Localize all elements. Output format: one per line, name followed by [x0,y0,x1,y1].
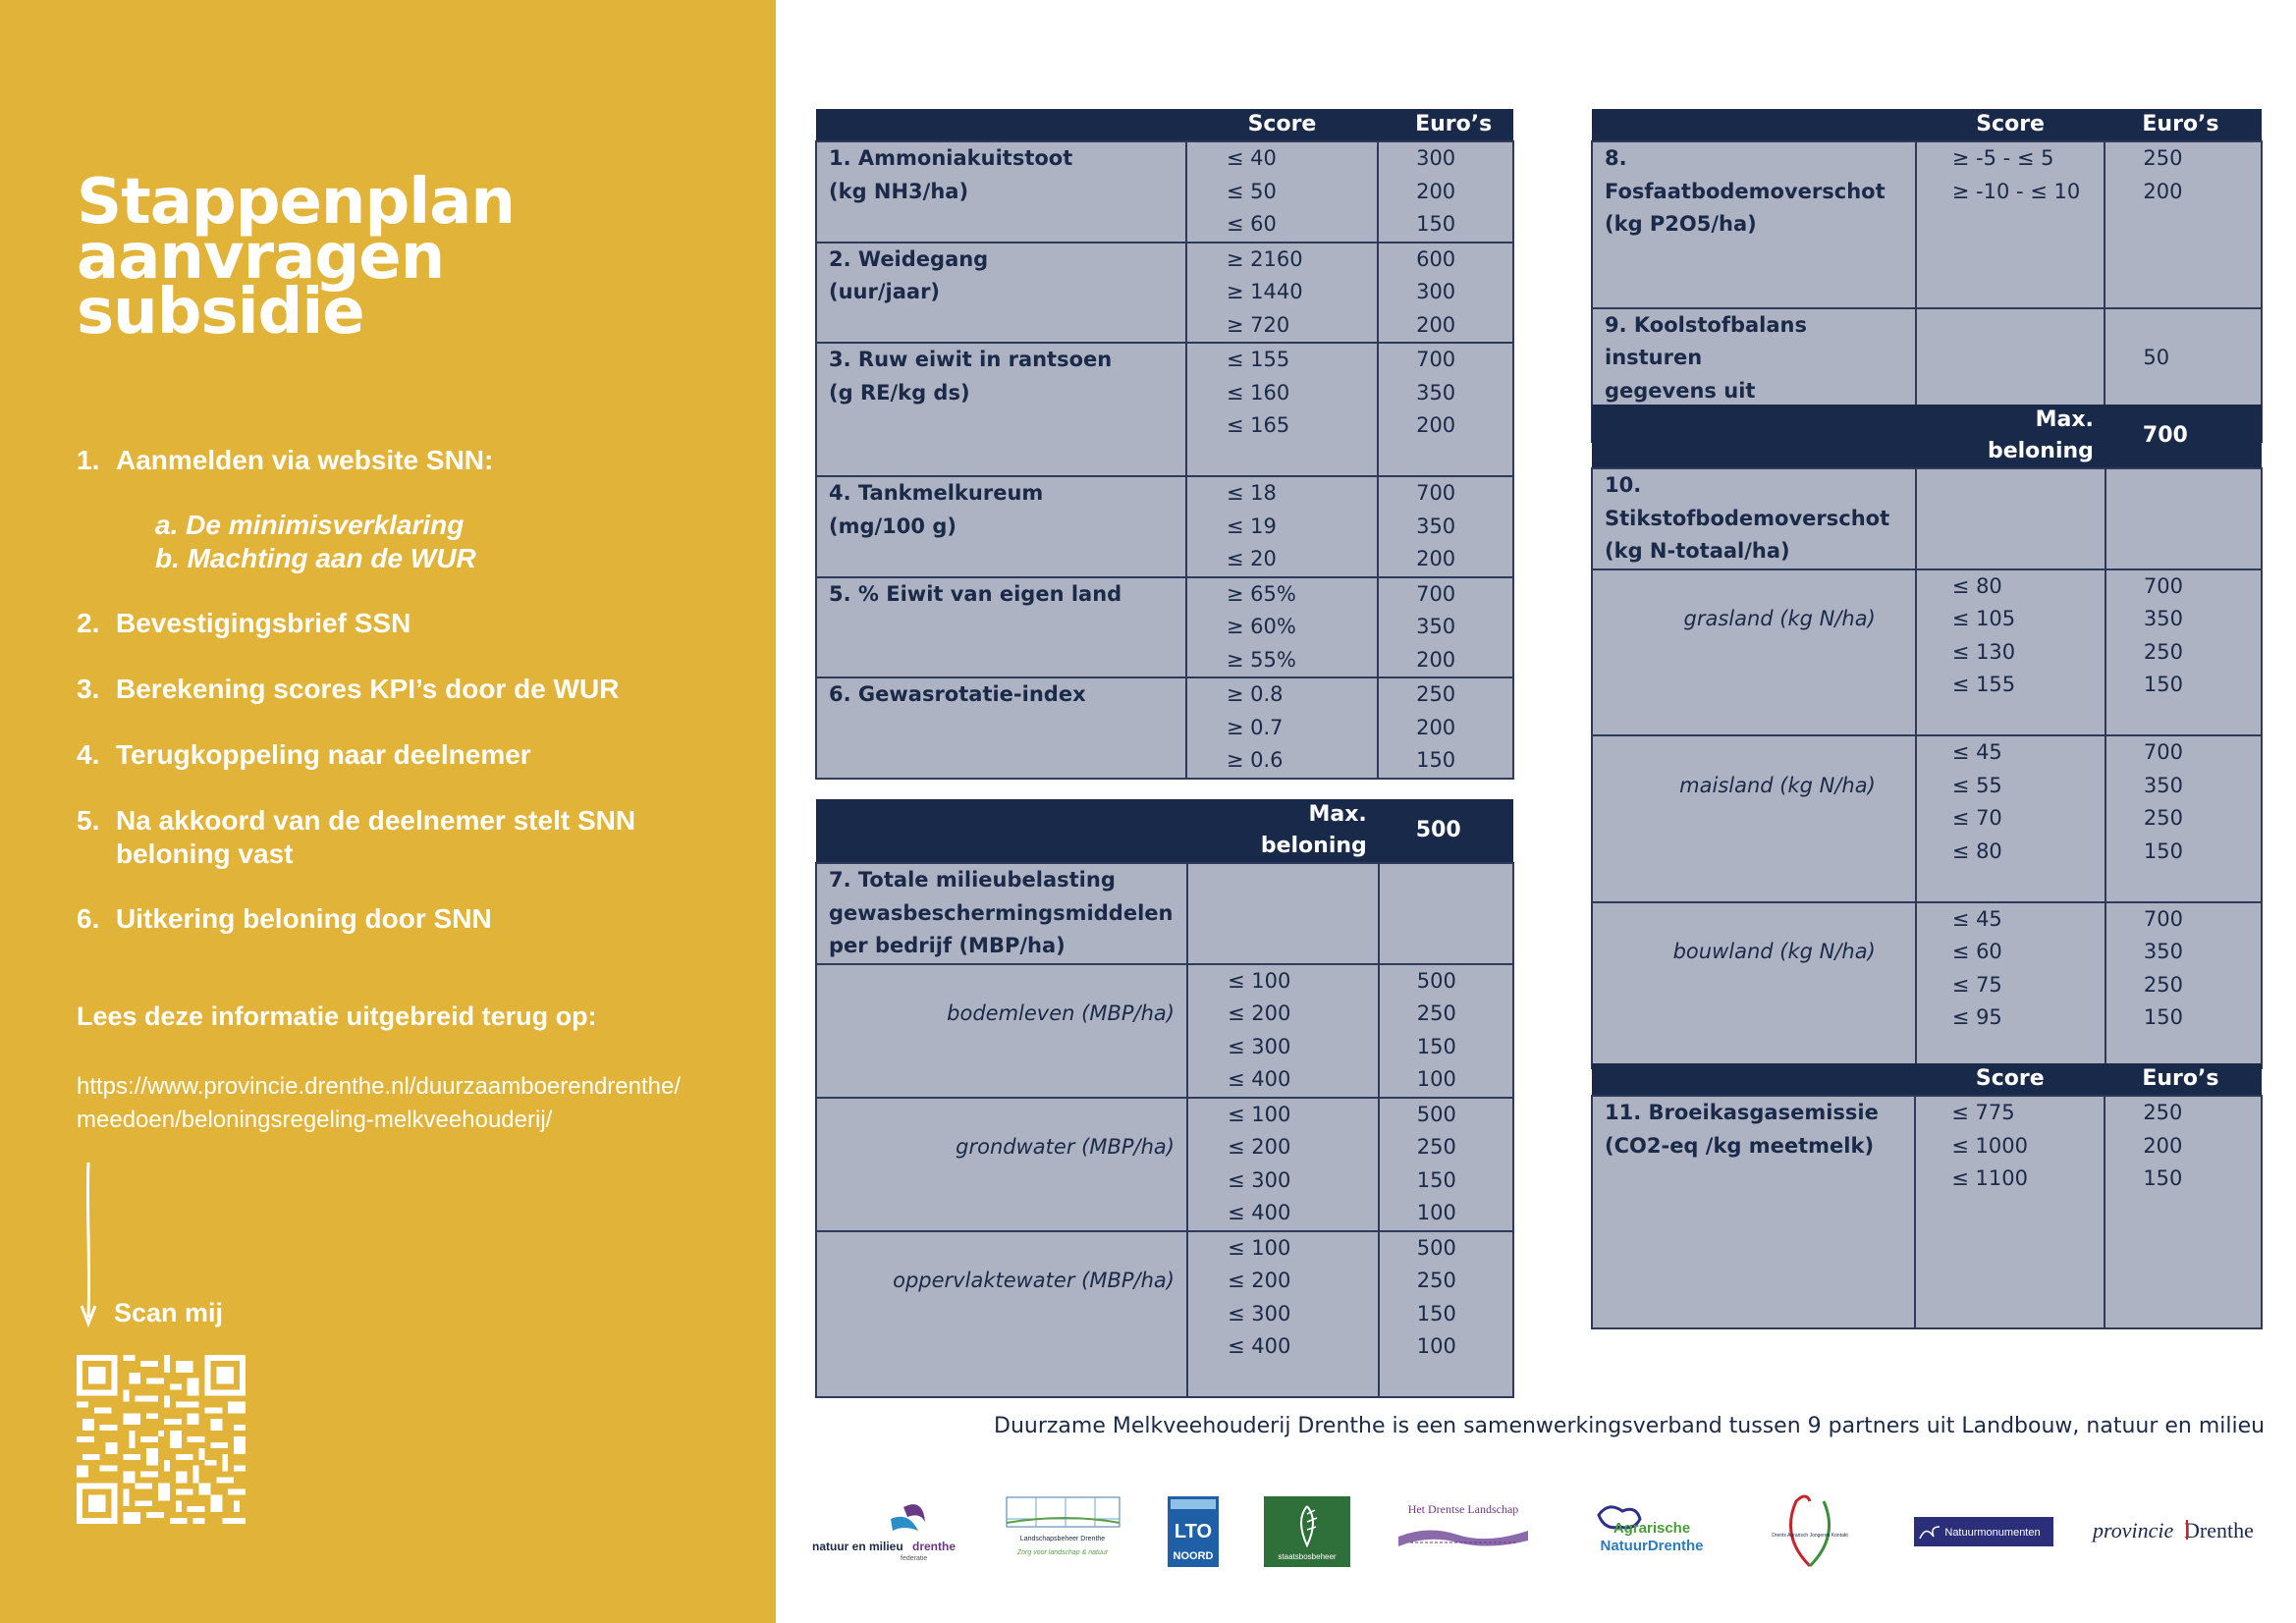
logo-text: Landschapsbeheer Drenthe [1019,1536,1106,1542]
score-value: ≤ 40 [1226,146,1277,170]
step-text: Terugkoppeling naar deelnemer [116,739,531,770]
left-panel [0,0,776,1623]
provincie-drenthe-logo[interactable] [2087,1488,2273,1576]
kpi-table-7 [815,799,1514,1398]
euro-value: 200 [2143,1133,2183,1158]
score-value: ≥ 60% [1226,615,1296,638]
sub-label: bodemleven (MBP/ha) [947,1001,1175,1025]
euro-value: 200 [1416,647,1456,672]
sub-label: grondwater (MBP/ha) [956,1135,1175,1159]
logo-text: LTO [1174,1521,1213,1542]
natuur-en-milieu-logo-mark [810,1497,957,1566]
scan-label: Scan mij [114,1298,224,1327]
kpi-unit: (kg P2O5/ha) [1605,212,1757,236]
euro-value: 700 [1416,581,1456,606]
score-value: ≤ 775 [1951,1101,2015,1124]
step-number: 2. [77,608,100,638]
euro-value: 150 [1416,1167,1456,1192]
euro-value: 350 [2143,940,2183,963]
natuurmonumenten-logo[interactable] [1912,1488,2054,1576]
euro-value: 500 [1416,1235,1456,1260]
score-value: ≤ 100 [1227,1235,1291,1260]
score-value: ≤ 200 [1227,1001,1291,1025]
logo-text: Het Drentse Landschap [1407,1502,1519,1516]
euro-value: 200 [1416,179,1456,203]
kpi-label: 9. Koolstofbalans insturen [1605,312,1807,369]
score-header: Score [1915,1063,2105,1096]
step-6 [77,902,492,936]
kpi-label: 8. Fosfaatbodemoverschot [1605,146,1886,203]
table-header [1592,405,2262,468]
euro-value: 200 [2143,179,2183,203]
score-value: ≤ 19 [1226,514,1277,538]
step-text-line: Na akkoord van de deelnemer stelt SNN [116,805,636,836]
logo-text: NOORD [1173,1550,1214,1562]
logo-text: Drents Agrarisch Jongeren Kontakt [1772,1533,1848,1539]
qr-code-icon[interactable] [77,1355,246,1524]
score-header: Score [1186,109,1378,141]
score-value: ≤ 55 [1951,773,2002,797]
euro-value: 350 [1416,514,1456,538]
step-4 [77,738,531,772]
dajk-logo-mark [1743,1488,1877,1576]
score-value: ≥ 65% [1226,581,1296,606]
euro-value: 700 [1416,481,1456,505]
het-drentse-landschap-logo[interactable] [1390,1488,1537,1576]
euro-value: 250 [2143,639,2183,664]
kpi-table-8-9 [1591,109,2263,443]
title-line: Stappenplan [77,166,515,239]
euro-value: 150 [2143,1005,2183,1029]
euro-value: 700 [2143,740,2183,764]
kpi-label: 10. Stikstofbodemoverschot [1605,473,1890,530]
table-row [816,243,1513,344]
euro-value: 350 [1416,615,1456,638]
step-text: Berekening scores KPI’s door de WUR [116,674,620,704]
kpi-label-cont: gegevens uit [1605,378,1756,403]
step-number: 6. [77,903,100,934]
euro-value: 700 [2143,906,2183,931]
logo-text: staatsbosbeheer [1278,1552,1337,1561]
euro-value: 250 [2143,146,2183,170]
euro-value: 700 [1416,348,1456,371]
euro-value: 250 [1416,1269,1456,1292]
euro-value: 500 [1416,1102,1456,1126]
table-row [816,577,1513,678]
score-value: ≥ 0.8 [1226,682,1284,706]
title-line: subsidie [77,276,364,349]
euro-value: 100 [1416,1334,1456,1358]
partner-logos [810,1488,2283,1576]
score-value: ≤ 300 [1227,1167,1291,1192]
euro-value: 200 [1416,547,1456,570]
page-title [77,166,515,349]
kpi-unit: (kg NH3/ha) [829,179,969,203]
agrarische-natuur-drenthe-logo-mark [1579,1497,1717,1566]
score-value: ≤ 75 [1951,972,2002,997]
score-value: ≤ 20 [1226,547,1277,570]
step-text-line: beloning vast [116,839,294,869]
kpi-label: 5. % Eiwit van eigen land [829,581,1122,606]
euro-value: 600 [1416,246,1456,271]
sub-label: maisland (kg N/ha) [1679,773,1876,797]
substep-a: a. De minimisverklaring [155,510,465,540]
score-value: ≤ 50 [1226,179,1277,203]
kpi-label: 1. Ammoniakuitstoot [829,146,1073,170]
score-value: ≥ -10 - ≤ 10 [1951,179,2081,203]
score-value: ≤ 80 [1951,839,2002,863]
logo-text: provincie [2093,1518,2174,1542]
kpi-label: 6. Gewasrotatie-index [829,682,1086,706]
score-value: ≤ 95 [1951,1005,2002,1029]
step-number: 5. [77,805,100,836]
table-row [816,1098,1513,1231]
kpi-unit: (uur/jaar) [829,280,941,303]
score-value: ≤ 400 [1227,1067,1291,1091]
provincie-drenthe-logo-mark [2089,1512,2271,1551]
score-value: ≥ 0.6 [1226,748,1284,772]
kpi-unit: (mg/100 g) [829,514,957,538]
natuur-en-milieu-logo[interactable] [810,1488,957,1576]
logo-text: NatuurDrenthe [1599,1538,1704,1554]
table-row [1592,735,2262,902]
euro-value: 500 [1416,968,1456,993]
step-1 [77,444,493,477]
score-value: ≤ 60 [1951,940,2002,963]
logo-text: drenthe [912,1540,957,1553]
table-row [1592,569,2262,736]
kpi-label: 2. Weidegang [829,246,989,271]
table-row [1592,902,2262,1069]
step-number: 4. [77,739,100,770]
euro-value: 250 [2143,1101,2183,1124]
euros-header: Euro’s [1378,109,1513,141]
logo-text: federatie [901,1555,928,1562]
max-reward-header: Max. beloning [1916,405,2105,468]
title-line: aanvragen [77,221,445,294]
euro-value: 350 [1416,380,1456,405]
euro-value: 150 [1416,212,1456,236]
euro-value: 250 [1416,682,1456,706]
table-row [816,476,1513,577]
table-header [1592,1063,2262,1096]
table-row [1592,468,2262,569]
table-row [816,964,1513,1098]
logo-text: Natuurmonumenten [1943,1527,2041,1539]
lto-noord-logo[interactable] [1166,1488,1221,1576]
step-text [116,804,635,871]
max-reward-value: 500 [1379,799,1513,863]
score-value: ≥ 55% [1226,647,1296,672]
step-text: Bevestigingsbrief SSN [116,608,411,638]
score-value: ≤ 400 [1227,1201,1291,1224]
logo-text: Drenthe [2184,1518,2254,1542]
kpi-unit: per bedrijf (MBP/ha) [829,934,1066,957]
step-number: 3. [77,674,100,704]
score-value: ≤ 1100 [1951,1166,2028,1190]
logo-text: Zorg voor landschap & natuur [1016,1549,1109,1556]
step-number: 1. [77,445,100,475]
kpi-label-cont: gewasbeschermingsmiddelen [829,900,1174,925]
table-header [816,109,1513,141]
kpi-label: 3. Ruw eiwit in rantsoen [829,348,1113,371]
natuurmonumenten-logo-mark [1914,1517,2053,1546]
partnership-text: Duurzame Melkveehouderij Drenthe is een samenwerkingsverband tussen 9 partners uit Landbouw, natuur en milieu [994,1414,2266,1438]
info-label: Lees deze informatie uitgebreid terug op: [77,1001,597,1031]
score-value: ≤ 200 [1227,1135,1291,1159]
euro-value: 100 [1416,1067,1456,1091]
euro-value: 350 [2143,607,2183,630]
table-row [816,1231,1513,1398]
step-text: Uitkering beloning door SNN [116,903,492,934]
max-reward-value: 700 [2105,405,2262,468]
score-value: ≤ 105 [1951,607,2016,630]
score-value: ≥ 1440 [1226,280,1303,303]
score-value: ≥ 2160 [1226,246,1303,271]
sub-label: bouwland (kg N/ha) [1672,940,1876,963]
kpi-unit: (g RE/kg ds) [829,380,970,405]
logo-text: natuur en milieu [812,1540,903,1553]
landschapsbeheer-logo[interactable] [997,1488,1129,1576]
score-value: ≤ 18 [1226,481,1277,505]
score-value: ≤ 130 [1951,639,2016,664]
score-value: ≤ 200 [1227,1269,1291,1292]
sub-label: grasland (kg N/ha) [1683,607,1876,630]
score-value: ≤ 100 [1227,968,1291,993]
step-5 [77,804,635,871]
score-value: ≥ 720 [1226,312,1290,337]
landschapsbeheer-logo-mark [997,1489,1129,1574]
kpi-table-1-6 [815,109,1514,780]
staatsbosbeheer-logo[interactable] [1262,1488,1352,1576]
score-value: ≥ 0.7 [1226,715,1284,739]
step-2 [77,607,410,640]
sub-label: oppervlaktewater (MBP/ha) [893,1269,1175,1292]
euro-value: 700 [2143,573,2183,598]
euro-value: 150 [1416,748,1456,772]
score-value: ≤ 300 [1227,1034,1291,1058]
info-url[interactable] [77,1070,681,1137]
score-value: ≤ 45 [1951,740,2002,764]
kpi-label: 4. Tankmelkureum [829,481,1044,505]
score-header: Score [1916,109,2105,141]
staatsbosbeheer-logo-mark [1264,1496,1350,1567]
euro-value: 50 [2143,346,2170,369]
max-reward-header: Max. beloning [1187,799,1379,863]
score-value: ≤ 155 [1951,673,2016,696]
euros-header: Euro’s [2105,109,2262,141]
table-row [816,677,1513,779]
euro-value: 150 [2143,1166,2183,1190]
logo-text: Agrarische [1613,1520,1690,1537]
euro-value: 150 [2143,673,2183,696]
arrow-down-icon [81,1161,96,1327]
table-header [816,799,1513,863]
score-value: ≤ 300 [1227,1301,1291,1325]
score-value: ≤ 165 [1226,413,1290,437]
euro-value: 300 [1416,280,1456,303]
euro-value: 250 [1416,1001,1456,1025]
url-line: https://www.provincie.drenthe.nl/duurzaamboerendrenthe/ [77,1073,682,1100]
kpi-label: 11. Broeikasgasemissie [1605,1101,1879,1124]
euro-value: 250 [2143,806,2183,830]
table-header [1592,109,2262,141]
score-value: ≤ 400 [1227,1334,1291,1358]
step-3 [77,673,619,706]
table-row [1592,1096,2262,1328]
euros-header: Euro’s [2105,1063,2262,1096]
dajk-logo[interactable] [1741,1488,1879,1576]
agrarische-natuur-drenthe-logo[interactable] [1576,1488,1719,1576]
table-row [816,863,1513,964]
score-value: ≤ 80 [1951,573,2002,598]
table-row [816,343,1513,476]
kpi-table-11 [1591,1063,2263,1329]
euro-value: 150 [1416,1034,1456,1058]
het-drentse-landschap-logo-mark [1391,1497,1536,1566]
lto-noord-logo-mark [1168,1496,1219,1567]
kpi-unit: (CO2-eq /kg meetmelk) [1605,1133,1875,1158]
table-row [816,141,1513,243]
euro-value: 200 [1416,413,1456,437]
score-value: ≤ 100 [1227,1102,1291,1126]
kpi-label: 7. Totale milieubelasting [829,868,1116,892]
score-value: ≥ -5 - ≤ 5 [1951,146,2054,170]
url-line: meedoen/beloningsregeling-melkveehouderij/ [77,1107,553,1133]
score-value: ≤ 1000 [1951,1133,2028,1158]
euro-value: 100 [1416,1201,1456,1224]
euro-value: 150 [1416,1301,1456,1325]
euro-value: 350 [2143,773,2183,797]
table-row [1592,141,2262,308]
substep-b: b. Machting aan de WUR [155,543,476,573]
score-value: ≤ 155 [1226,348,1290,371]
score-value: ≤ 160 [1226,380,1290,405]
euro-value: 200 [1416,715,1456,739]
kpi-unit: (kg N-totaal/ha) [1605,539,1790,563]
euro-value: 250 [2143,972,2183,997]
score-value: ≤ 70 [1951,806,2002,830]
euro-value: 200 [1416,312,1456,337]
score-value: ≤ 60 [1226,212,1277,236]
euro-value: 300 [1416,146,1456,170]
kpi-table-10 [1591,405,2263,1069]
step-text: Aanmelden via website SNN: [116,445,494,475]
euro-value: 250 [1416,1135,1456,1159]
euro-value: 150 [2143,839,2183,863]
score-value: ≤ 45 [1951,906,2002,931]
